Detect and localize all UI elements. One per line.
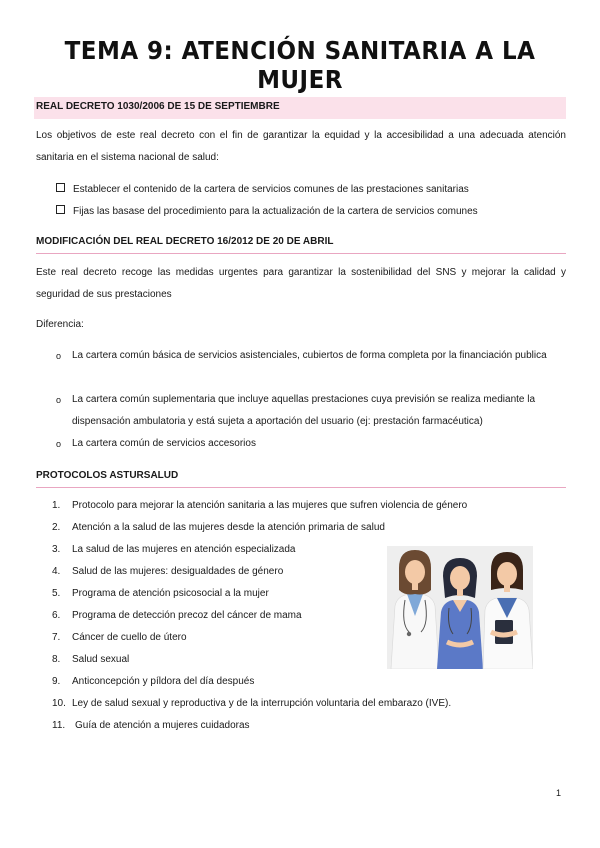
list-item-text: La cartera común de servicios accesorios	[72, 438, 256, 449]
list-item	[52, 587, 269, 601]
paragraph-objetivos: Los objetivos de este real decreto con el fin de garantizar la equidad y la accesibilidad a una adecuada atención sanitaria en el sistema nacional de salud:	[36, 130, 566, 163]
checkbox-icon	[56, 205, 65, 214]
list-item	[56, 345, 566, 389]
diferencia-label: Diferencia:	[36, 319, 84, 330]
paragraph-modificacion: Este real decreto recoge las medidas urgentes para garantizar la sostenibilidad del SNS y mejorar la calidad y seguridad de sus prestaciones	[36, 267, 566, 300]
list-item	[52, 697, 451, 711]
bullet-o-icon: o	[56, 395, 62, 405]
list-number: 3.	[52, 544, 61, 555]
list-number: 9.	[52, 676, 61, 687]
list-item	[52, 719, 250, 733]
section-heading-real-decreto	[34, 97, 566, 119]
list-item-text: Anticoncepción y píldora del día después	[72, 676, 255, 687]
section-heading-text: REAL DECRETO 1030/2006 DE 15 DE SEPTIEMBRE	[36, 101, 280, 112]
list-item-text: Guía de atención a mujeres cuidadoras	[75, 720, 250, 731]
list-number: 2.	[52, 522, 61, 533]
doctors-illustration-icon	[387, 546, 533, 669]
list-item	[52, 521, 385, 535]
list-item-text: La cartera común suplementaria que incluye aquellas prestaciones cuya previsión se realiza mediante la dispensación ambulatoria y está sujeta a aportación del usuario (ej: prestación farmacéutica)	[72, 394, 536, 427]
list-item	[56, 183, 469, 197]
list-item	[56, 205, 478, 219]
page-number: 1	[556, 788, 562, 798]
list-item-text: Programa de detección precoz del cáncer de mama	[72, 610, 302, 621]
list-item-text: La cartera común básica de servicios asistenciales, cubiertos de forma completa por la financiación publica	[72, 350, 547, 361]
list-item	[52, 543, 295, 557]
bullet-o-icon: o	[56, 439, 62, 449]
checkbox-icon	[56, 183, 65, 192]
list-item-text: Ley de salud sexual y reproductiva y de la interrupción voluntaria del embarazo (IVE).	[72, 698, 452, 709]
list-item	[52, 565, 283, 579]
page-title: TEMA 9: ATENCIÓN SANITARIA A LA MUJER	[64, 36, 536, 94]
list-item-text: La salud de las mujeres en atención especializada	[72, 544, 296, 555]
list-number: 1.	[52, 500, 61, 511]
list-number: 10.	[52, 698, 66, 709]
list-item-text: Establecer el contenido de la cartera de servicios comunes de las prestaciones sanitarias	[73, 184, 469, 195]
list-number: 4.	[52, 566, 61, 577]
section-heading-protocolos: PROTOCOLOS ASTURSALUD	[36, 470, 566, 488]
list-item-text: Fijas las basase del procedimiento para la actualización de la cartera de servicios comunes	[73, 206, 478, 217]
list-item	[56, 433, 566, 455]
list-item	[52, 653, 129, 667]
list-item-text: Salud sexual	[72, 654, 130, 665]
list-number: 8.	[52, 654, 61, 665]
bullet-o-icon: o	[56, 351, 62, 361]
list-number: 5.	[52, 588, 61, 599]
list-item-text: Programa de atención psicosocial a la mujer	[72, 588, 269, 599]
list-item-text: Salud de las mujeres: desigualdades de género	[72, 566, 284, 577]
list-number: 7.	[52, 632, 61, 643]
list-item	[52, 675, 254, 689]
list-item-text: Cáncer de cuello de útero	[72, 632, 187, 643]
list-number: 11.	[52, 720, 66, 731]
list-item-text: Protocolo para mejorar la atención sanitaria a las mujeres que sufren violencia de género	[72, 500, 468, 511]
list-item-text: Atención a la salud de las mujeres desde la atención primaria de salud	[72, 522, 385, 533]
list-item	[52, 631, 187, 645]
list-item	[52, 499, 467, 513]
list-number: 6.	[52, 610, 61, 621]
list-item	[52, 609, 302, 623]
section-heading-modificacion: MODIFICACIÓN DEL REAL DECRETO 16/2012 DE 20 DE ABRIL	[36, 236, 566, 254]
list-item	[56, 389, 566, 433]
